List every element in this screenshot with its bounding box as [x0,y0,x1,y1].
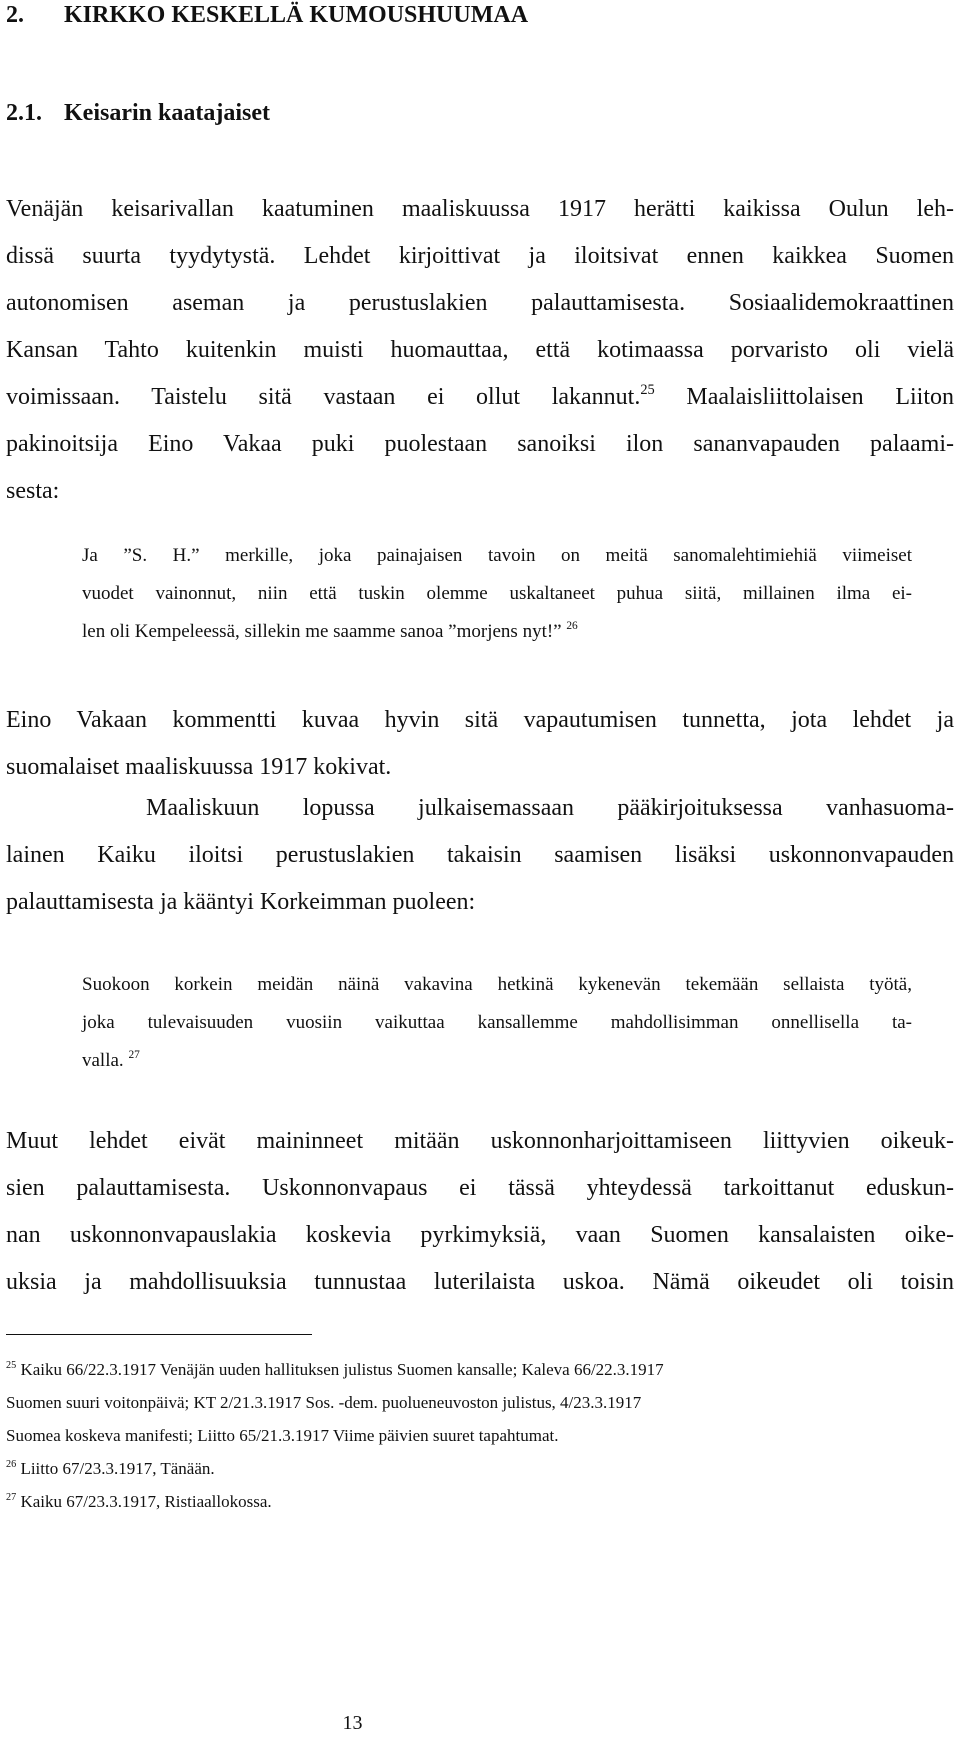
footnote-ref[interactable]: 27 [128,1049,140,1062]
footnote-line [6,1485,946,1518]
paragraph-3 [6,785,954,926]
block-quote-1 [82,537,912,651]
chapter-heading [6,2,528,29]
paragraph-1 [6,186,954,515]
footnote-number: 25 [6,1359,17,1371]
paragraph-line: sien palauttamisesta. Uskonnonvapaus ei tässä yhteydessä tarkoittanut eduskun- [6,1175,954,1201]
footnote-line: Suomen suuri voitonpäivä; KT 2/21.3.1917 Sos. -dem. puolueneuvoston julistus, 4/23.3.1917 [6,1393,642,1412]
quote-text: valla. [82,1050,124,1071]
paragraph-line: pakinoitsija Eino Vakaa puki puolestaan sanoiksi ilon sananvapauden palaami- [6,431,954,457]
quote-line: vuodet vainonnut, niin että tuskin olemme uskaltaneet puhua siitä, millainen ilma ei- [82,583,912,604]
paragraph-line: suomalaiset maaliskuussa 1917 kokivat. [6,754,392,780]
paragraph-line: Venäjän keisarivallan kaatuminen maaliskuussa 1917 herätti kaikissa Oulun leh- [6,196,954,222]
block-quote-2 [82,966,912,1080]
paragraph-line: nan uskonnonvapauslakia koskevia pyrkimyksiä, vaan Suomen kansalaisten oike- [6,1222,954,1248]
quote-text: len oli Kempeleessä, sillekin me saamme sanoa ”morjens nyt!” [82,621,562,642]
paragraph-line [6,374,954,421]
paragraph-line: Eino Vakaan kommentti kuvaa hyvin sitä vapautumisen tunnetta, jota lehdet ja [6,707,954,733]
section-title: Keisarin kaatajaiset [64,100,270,126]
paragraph-line: Muut lehdet eivät maininneet mitään uskonnonharjoittamiseen liittyvien oikeuk- [6,1128,954,1154]
footnote-line: Suomea koskeva manifesti; Liitto 65/21.3.1917 Viime päivien suuret tapahtumat. [6,1426,559,1445]
paragraph-line: sesta: [6,478,60,504]
footnote-ref[interactable]: 26 [566,620,578,633]
footnote-number: 26 [6,1458,17,1470]
quote-line: Suokoon korkein meidän näinä vakavina hetkinä kykenevän tekemään sellaista työtä, [82,974,912,995]
paragraph-2 [6,697,954,791]
chapter-number: 2. [6,2,24,28]
footnote-text: Kaiku 67/23.3.1917, Ristiaallokossa. [20,1492,272,1511]
footnote-text: Kaiku 66/22.3.1917 Venäjän uuden hallituksen julistus Suomen kansalle; Kaleva 66/22.3.1917 [20,1360,664,1379]
footnote-separator [6,1334,312,1335]
footnote-number: 27 [6,1491,17,1503]
paragraph-text: voimissaan. Taistelu sitä vastaan ei ollut lakannut. [6,384,641,410]
footnotes [6,1353,946,1518]
paragraph-line: Maaliskuun lopussa julkaisemassaan pääkirjoituksessa vanhasuoma- [146,795,954,821]
paragraph-line: uksia ja mahdollisuuksia tunnustaa luterilaista uskoa. Nämä oikeudet oli toisin [6,1269,954,1295]
paragraph-text: Maalaisliittolaisen Liiton [654,384,954,410]
page-number: 13 [342,1712,363,1734]
footnote-ref[interactable]: 25 [640,381,655,398]
quote-line: joka tulevaisuuden vuosiin vaikuttaa kansallemme mahdollisimman onnellisella ta- [82,1012,912,1033]
paragraph-line: lainen Kaiku iloitsi perustuslakien takaisin saamisen lisäksi uskonnonvapauden [6,842,954,868]
paragraph-4 [6,1118,954,1306]
paragraph-line: autonomisen aseman ja perustuslakien palauttamisesta. Sosiaalidemokraattinen [6,290,954,316]
paragraph-line: dissä suurta tyydytystä. Lehdet kirjoittivat ja iloitsivat ennen kaikkea Suomen [6,243,954,269]
paragraph-line: palauttamisesta ja kääntyi Korkeimman puoleen: [6,889,476,915]
section-heading [6,100,270,127]
footnote-text: Liitto 67/23.3.1917, Tänään. [20,1459,215,1478]
section-number: 2.1. [6,100,42,126]
paragraph-line: Kansan Tahto kuitenkin muisti huomauttaa, että kotimaassa porvaristo oli vielä [6,337,954,363]
quote-line [82,1042,912,1080]
footnote-line [6,1353,946,1386]
footnote-line [6,1452,946,1485]
chapter-title: KIRKKO KESKELLÄ KUMOUSHUUMAA [64,2,529,28]
quote-line: Ja ”S. H.” merkille, joka painajaisen tavoin on meitä sanomalehtimiehiä viimeiset [82,545,912,566]
quote-line [82,613,912,651]
